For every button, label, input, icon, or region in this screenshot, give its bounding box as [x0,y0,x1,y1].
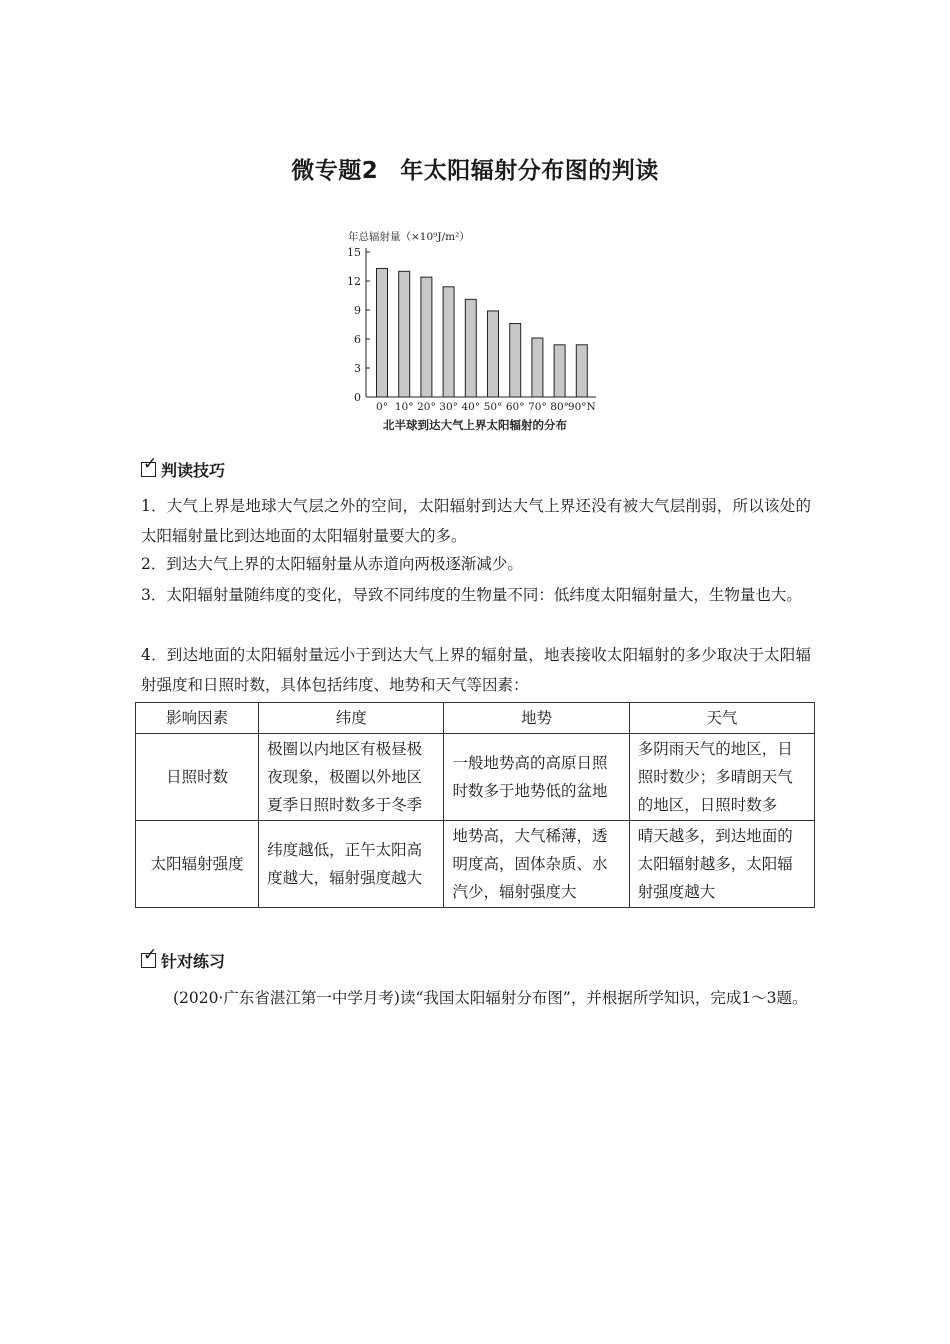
chart-caption: 北半球到达大气上界太阳辐射的分布 [383,418,567,432]
table-cell: 太阳辐射强度 [136,821,259,908]
chart-bar [377,268,388,397]
chart-y-tick-label: 12 [347,275,361,288]
chart-bar [532,338,543,397]
table-cell: 地势高，大气稀薄，透明度高，固体杂质、水汽少，辐射强度大 [444,821,629,908]
chart-x-tick-label: 40° [461,401,481,413]
section-heading-label: 针对练习 [161,952,226,971]
chart-x-tick-label: 80° [550,401,569,413]
chart-x-tick-label: 50° [483,401,503,413]
page-title [0,152,950,185]
chart-x-tick-label: 20° [417,401,436,413]
chart-bar [399,271,410,397]
table-row [136,821,815,908]
table-header: 天气 [629,703,814,734]
table-cell: 多阴雨天气的地区，日照时数少；多晴朗天气的地区，日照时数多 [629,734,814,821]
chart-bar [421,277,432,397]
table-cell: 纬度越低，正午太阳高度越大，辐射强度越大 [259,821,444,908]
chart-x-tick-label: 90°N [567,401,596,413]
table-header-row [136,703,815,734]
chart-x-tick-label: 70° [528,401,547,413]
factors-table [135,702,815,908]
chart-y-tick-label: 15 [347,246,361,259]
point-1: 1．大气上界是地球大气层之外的空间，太阳辐射到达大气上界还没有被大气层削弱，所以该处的太阳辐射量比到达地面的太阳辐射量要大的多。 [141,497,811,545]
chart-y-tick-label: 6 [354,333,361,346]
table-cell: 极圈以内地区有极昼极夜现象，极圈以外地区夏季日照时数多于冬季 [259,734,444,821]
table-row [136,734,815,821]
chart-x-tick-label: 30° [439,401,458,413]
chart-x-tick-label: 0° [376,401,388,413]
table-cell: 一般地势高的高原日照时数多于地势低的盆地 [444,734,629,821]
table-cell: 晴天越多，到达地面的太阳辐射越多，太阳辐射强度越大 [629,821,814,908]
point-2: 2．到达大气上界的太阳辐射量从赤道向两极逐渐减少。 [141,555,523,573]
exercise-intro: (2020·广东省湛江第一中学月考)读“我国太阳辐射分布图”，并根据所学知识，完成1～3题。 [173,989,808,1007]
chart-bar [443,287,454,397]
chart-y-tick-label: 3 [354,362,361,375]
table-header: 地势 [444,703,629,734]
chart-y-axis-label: 年总辐射量（×10⁹J/m²） [348,231,470,243]
title-part2: 年太阳辐射分布图的判读 [400,158,659,184]
table-cell: 日照时数 [136,734,259,821]
title-part1: 微专题2 [291,158,379,184]
chart-bar [554,345,565,397]
point-3: 3．太阳辐射量随纬度的变化，导致不同纬度的生物量不同：低纬度太阳辐射量大，生物量也大。 [141,586,802,604]
checkbox-icon: ✓ [141,953,156,968]
chart-bar [576,345,587,397]
section-heading-skills [141,454,226,481]
section-heading-practice [141,945,226,972]
point-4: 4．到达地面的太阳辐射量远小于到达大气上界的辐射量，地表接收太阳辐射的多少取决于太阳辐射强度和日照时数，具体包括纬度、地势和天气等因素： [141,646,811,694]
radiation-bar-chart [338,226,613,436]
section-heading-label: 判读技巧 [161,461,226,480]
chart-x-tick-label: 10° [394,401,414,413]
checkbox-icon: ✓ [141,462,156,477]
chart-x-tick-label: 60° [505,401,525,413]
chart-bar [488,311,499,397]
chart-y-tick-label: 9 [354,304,361,317]
chart-y-tick-label: 0 [354,391,361,404]
chart-bar [510,324,521,397]
table-header: 影响因素 [136,703,259,734]
chart-bar [465,299,476,397]
table-header: 纬度 [259,703,444,734]
